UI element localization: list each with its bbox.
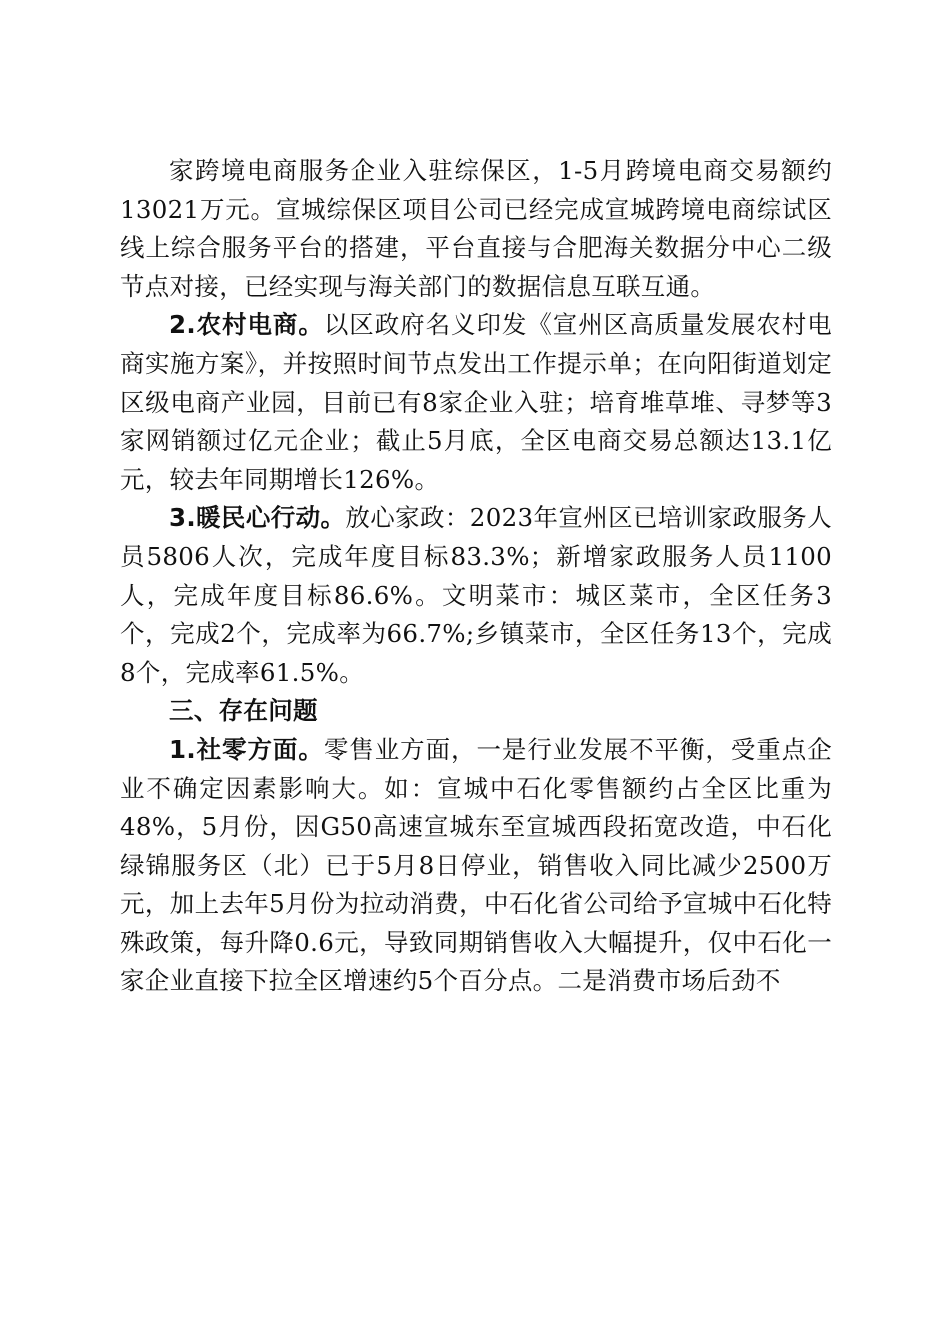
document-body bbox=[120, 152, 832, 1001]
paragraph-warm-people-action bbox=[120, 499, 832, 692]
paragraph-text: 放心家政：2023年宣州区已培训家政服务人员5806人次，完成年度目标83.3%；新增家政服务人员1100人，完成年度目标86.6%。文明菜市：城区菜市，全区任务3个，完成2个，完成率为66.7%;乡镇菜市，全区任务13个，完成8个，完成率61.5%。 bbox=[120, 503, 832, 687]
paragraph-rural-ecommerce bbox=[120, 306, 832, 499]
paragraph-text: 以区政府名义印发《宣州区高质量发展农村电商实施方案》，并按照时间节点发出工作提示单；在向阳街道划定区级电商产业园，目前已有8家企业入驻；培育堆草堆、寻梦等3家网销额过亿元企业；截止5月底，全区电商交易总额达13.1亿元，较去年同期增长126%。 bbox=[120, 310, 832, 494]
paragraph-retail-aspect bbox=[120, 731, 832, 1001]
paragraph-lead: 2.农村电商。 bbox=[169, 310, 324, 340]
paragraph-cross-border-ecommerce bbox=[120, 152, 832, 306]
paragraph-text: 零售业方面，一是行业发展不平衡，受重点企业不确定因素影响大。如：宣城中石化零售额约占全区比重为48%，5月份，因G50高速宣城东至宣城西段拓宽改造，中石化绿锦服务区（北）已于5月8日停业，销售收入同比减少2500万元，加上去年5月份为拉动消费，中石化省公司给予宣城中石化特殊政策，每升降0.6元，导致同期销售收入大幅提升，仅中石化一家企业直接下拉全区增速约5个百分点。二是消费市场后劲不 bbox=[120, 734, 832, 996]
section-heading-existing-problems: 三、存在问题 bbox=[169, 696, 318, 726]
paragraph-lead: 3.暖民心行动。 bbox=[169, 503, 346, 533]
paragraph-lead: 1.社零方面。 bbox=[169, 734, 324, 764]
paragraph-text: 家跨境电商服务企业入驻综保区，1-5月跨境电商交易额约13021万元。宣城综保区项目公司已经完成宣城跨境电商综试区线上综合服务平台的搭建，平台直接与合肥海关数据分中心二级节点对接，已经实现与海关部门的数据信息互联互通。 bbox=[120, 156, 832, 301]
